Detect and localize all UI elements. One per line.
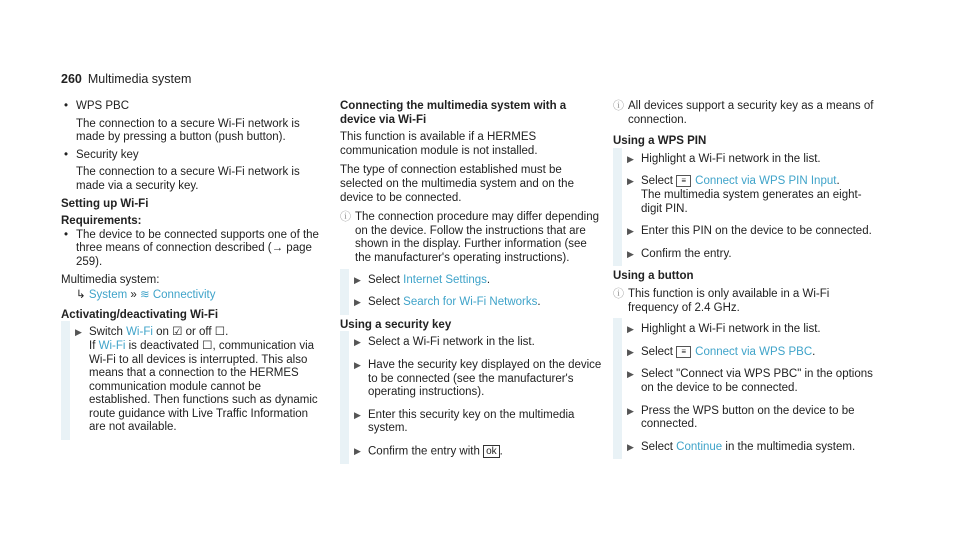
step-text: Select bbox=[641, 440, 677, 453]
note bbox=[340, 211, 602, 265]
menu-icon: ≡ bbox=[676, 175, 691, 187]
step-text: in the multimedia system. bbox=[722, 440, 856, 453]
bullet-title: Security key bbox=[76, 148, 139, 161]
step-arrow-icon: ▶ bbox=[627, 346, 634, 357]
note bbox=[613, 288, 875, 315]
step-text: Highlight a Wi-Fi network in the list. bbox=[641, 323, 821, 336]
step-arrow-icon: ▶ bbox=[354, 445, 361, 456]
step-text: Have the security key displayed on the device to be connected (see the manufacturer's operating instructions). bbox=[368, 358, 602, 399]
step-arrow-icon: ▶ bbox=[627, 324, 634, 335]
note bbox=[613, 100, 875, 127]
step-text: Highlight a Wi-Fi network in the list. bbox=[641, 152, 821, 165]
page-header bbox=[61, 72, 191, 86]
step-text: Select bbox=[641, 175, 677, 188]
step-arrow-icon: ▶ bbox=[354, 297, 361, 308]
info-icon: ⓘ bbox=[613, 100, 624, 112]
arrow-icon: ↳ bbox=[76, 289, 89, 302]
column-2 bbox=[340, 100, 602, 468]
menu-icon: ≡ bbox=[676, 346, 691, 358]
column-1 bbox=[61, 100, 323, 444]
bullet-title: WPS PBC bbox=[76, 100, 130, 112]
section-heading: Setting up Wi-Fi bbox=[61, 197, 149, 210]
step bbox=[613, 368, 875, 395]
step-text: Enter this PIN on the device to be connected. bbox=[641, 225, 872, 238]
step-arrow-icon: ▶ bbox=[627, 441, 634, 452]
step-text: The multimedia system generates an eight-digit PIN. bbox=[641, 189, 862, 215]
list-item bbox=[61, 100, 323, 114]
step-arrow-icon: ▶ bbox=[75, 327, 82, 338]
wifi-label: Wi-Fi bbox=[126, 326, 153, 339]
note-text: The connection procedure may differ depending on the device. Follow the instructions that are shown in the display. Further information (see the manufacturer's operating instructions). bbox=[355, 211, 600, 264]
section-heading: Activating/deactivating Wi-Fi bbox=[61, 308, 219, 321]
double-chevron-icon: » bbox=[130, 289, 140, 302]
step-text: Switch bbox=[89, 326, 127, 339]
step: ▶ Select ≡ Connect via WPS PIN Input. The multimedia system generates an eight-digit PIN. bbox=[613, 175, 875, 216]
step-text: Confirm the entry. bbox=[641, 247, 732, 260]
step-arrow-icon: ▶ bbox=[627, 405, 634, 416]
step bbox=[613, 441, 875, 455]
step-arrow-icon: ▶ bbox=[627, 153, 634, 164]
bullet-text: The connection to a secure Wi-Fi network is made by pressing a button (push button). bbox=[76, 117, 300, 144]
step bbox=[613, 405, 875, 432]
step: ▶ Select ≡ Connect via WPS PBC. bbox=[613, 346, 875, 360]
menu-path bbox=[61, 289, 323, 303]
step-arrow-icon: ▶ bbox=[354, 359, 361, 370]
step-arrow-icon: ▶ bbox=[354, 337, 361, 348]
step-arrow-icon: ▶ bbox=[627, 226, 634, 237]
note-text: All devices support a security key as a means of connection. bbox=[628, 100, 874, 126]
step bbox=[340, 409, 602, 436]
step-text: Select bbox=[368, 296, 404, 309]
step bbox=[340, 336, 602, 350]
ui-label: Search for Wi-Fi Networks bbox=[403, 296, 538, 309]
step: ▶ Select Search for Wi-Fi Networks. bbox=[340, 296, 602, 310]
wifi-label: Wi-Fi bbox=[98, 339, 126, 352]
page-title: Multimedia system bbox=[87, 72, 192, 86]
step-text: Confirm the entry with bbox=[368, 445, 480, 458]
step-text: Select a Wi-Fi network in the list. bbox=[368, 336, 535, 349]
step-arrow-icon: ▶ bbox=[627, 176, 634, 187]
wifi-icon: ≋ bbox=[139, 289, 153, 302]
info-icon: ⓘ bbox=[613, 287, 624, 300]
section-heading: Using a button bbox=[613, 270, 694, 283]
section-heading: Connecting the multimedia system with a device via Wi-Fi bbox=[340, 100, 567, 126]
step bbox=[613, 225, 875, 239]
step: ▶ Confirm the entry with ok . bbox=[340, 445, 602, 459]
step bbox=[613, 153, 875, 167]
step bbox=[613, 323, 875, 337]
step bbox=[61, 326, 323, 435]
path-connectivity: Connectivity bbox=[152, 289, 216, 302]
step-text: Select "Connect via WPS PBC" in the options on the device to be connected. bbox=[641, 368, 873, 394]
step bbox=[613, 248, 875, 262]
list-item: • The device to be connected supports one of the three means of connection described (→ page 259). bbox=[61, 229, 323, 270]
ok-key: ok bbox=[483, 445, 500, 458]
step-arrow-icon: ▶ bbox=[627, 248, 634, 259]
requirements-heading: Requirements: bbox=[61, 215, 142, 228]
section-heading: Using a security key bbox=[340, 318, 452, 331]
bullet-text: The connection to a secure Wi-Fi network is made via a security key. bbox=[76, 166, 300, 192]
step-text: Select bbox=[368, 273, 404, 286]
step-text: If bbox=[89, 339, 99, 352]
list-item bbox=[61, 149, 323, 163]
note-text: This function is only available in a Wi-Fi frequency of 2.4 GHz. bbox=[628, 287, 830, 314]
step-text: is deactivated ☐, communication via Wi-Fi to all devices is interrupted. This also means that a connection to the HERMES communication module cannot be established. Then functions such as dynamic route guidance with Live Traffic Information are not available. bbox=[89, 339, 318, 434]
step: ▶ Select Internet Settings. bbox=[340, 274, 602, 288]
step-arrow-icon: ▶ bbox=[354, 274, 361, 285]
page-number: 260 bbox=[61, 72, 82, 86]
ui-label: Connect via WPS PIN Input bbox=[695, 175, 837, 188]
paragraph: The type of connection established must be selected on the multimedia system and on the device to be connected. bbox=[340, 164, 574, 204]
section-heading: Using a WPS PIN bbox=[613, 135, 707, 148]
paragraph: This function is available if a HERMES communication module is not installed. bbox=[340, 131, 538, 157]
step-text: Enter this security key on the multimedia system. bbox=[368, 408, 575, 435]
step bbox=[340, 359, 602, 400]
ui-label: Connect via WPS PBC bbox=[695, 345, 813, 358]
column-3 bbox=[613, 100, 875, 463]
ui-label: Continue bbox=[676, 440, 723, 453]
step-text: Select bbox=[641, 345, 677, 358]
step-text: Press the WPS button on the device to be connected. bbox=[641, 404, 855, 431]
path-system: System bbox=[88, 289, 128, 302]
path-label: Multimedia system: bbox=[61, 273, 160, 286]
info-icon: ⓘ bbox=[340, 211, 351, 224]
ui-label: Internet Settings bbox=[403, 273, 487, 286]
step-arrow-icon: ▶ bbox=[627, 369, 634, 380]
step-text: on ☑ or off ☐. bbox=[152, 326, 229, 339]
step-arrow-icon: ▶ bbox=[354, 409, 361, 420]
